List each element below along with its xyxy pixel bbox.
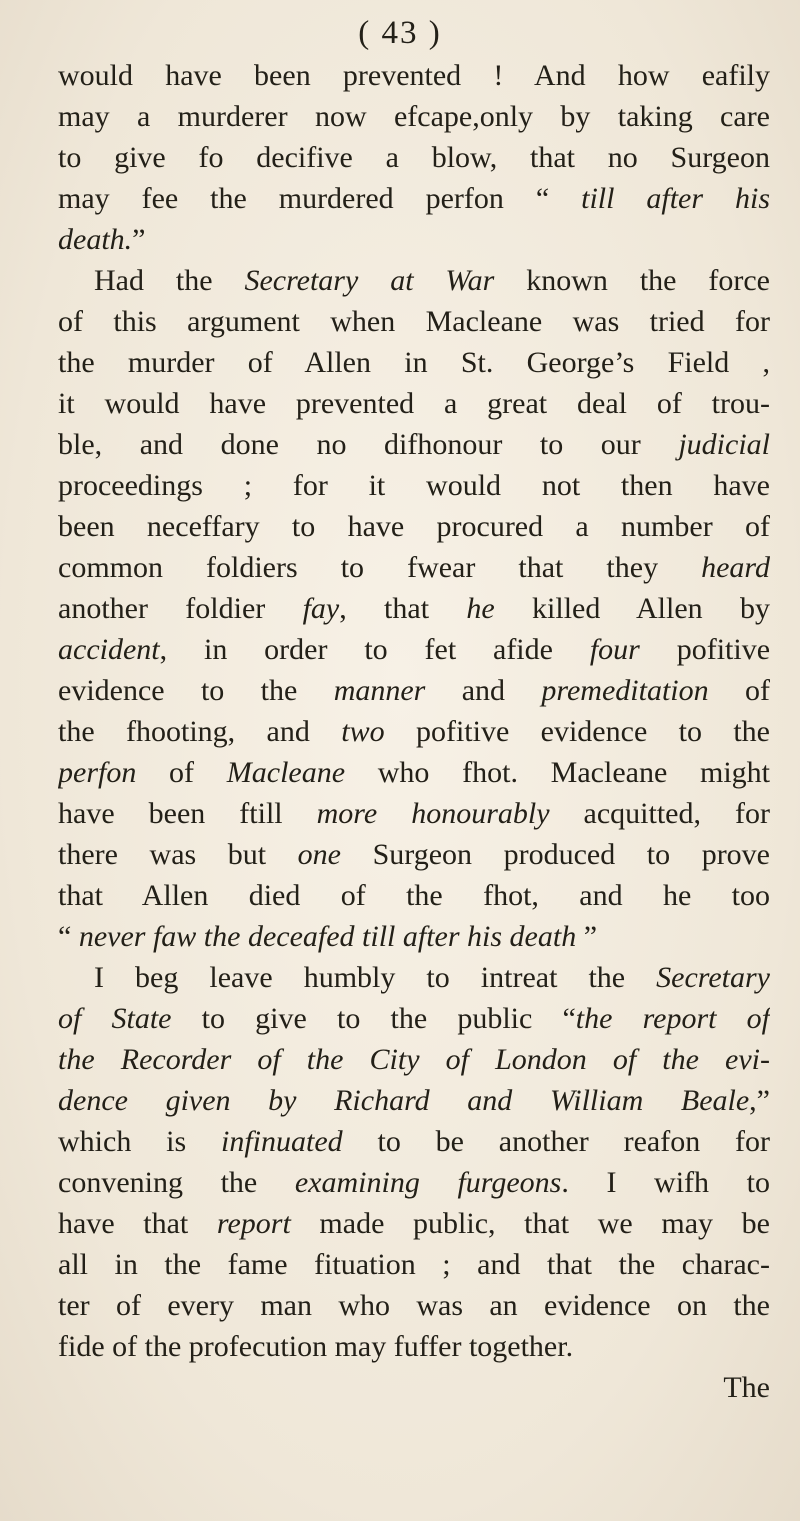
text-segment: pofitive evidence to the bbox=[384, 715, 770, 748]
italic-text: till after his bbox=[581, 182, 770, 215]
text-segment: proceedings ; for it would not then have bbox=[58, 469, 770, 502]
text-line bbox=[58, 752, 770, 793]
text-line bbox=[58, 55, 770, 96]
italic-text: examining furgeons bbox=[294, 1166, 562, 1199]
italic-text: never faw the deceafed till after his death bbox=[78, 920, 577, 953]
text-line bbox=[58, 957, 770, 998]
italic-text: two bbox=[341, 715, 385, 748]
text-segment: there was but bbox=[58, 838, 298, 871]
text-segment: to give fo decifive a blow, that no Surgeon bbox=[58, 141, 770, 174]
text-segment: ” bbox=[132, 223, 146, 256]
text-line bbox=[58, 1039, 770, 1080]
text-line bbox=[58, 711, 770, 752]
italic-text: of State bbox=[58, 1002, 172, 1035]
text-segment: would have been prevented ! And how eafily bbox=[58, 59, 770, 92]
text-segment: Surgeon produced to prove bbox=[341, 838, 770, 871]
text-line bbox=[58, 1162, 770, 1203]
text-line bbox=[58, 383, 770, 424]
text-line bbox=[58, 342, 770, 383]
text-line bbox=[58, 1285, 770, 1326]
text-segment: The bbox=[723, 1371, 770, 1404]
text-line bbox=[58, 219, 770, 260]
italic-text: manner bbox=[333, 674, 426, 707]
page-number-header: ( 43 ) bbox=[358, 15, 442, 51]
text-segment: ble, and done no difhonour to our bbox=[58, 428, 679, 461]
text-segment: the murder of Allen in St. George’s Field , bbox=[58, 346, 770, 379]
text-segment: ,” bbox=[749, 1084, 770, 1117]
text-segment: to give to the public “ bbox=[171, 1002, 576, 1035]
text-line bbox=[58, 834, 770, 875]
italic-text: death. bbox=[58, 223, 133, 256]
text-line bbox=[58, 1326, 770, 1367]
text-line bbox=[58, 547, 770, 588]
text-segment: , that bbox=[339, 592, 467, 625]
text-segment: acquitted, for bbox=[549, 797, 770, 830]
text-line bbox=[58, 1121, 770, 1162]
italic-text: Macleane bbox=[226, 756, 346, 789]
text-line bbox=[58, 260, 770, 301]
text-segment: of bbox=[708, 674, 770, 707]
text-line bbox=[58, 301, 770, 342]
italic-text: Secretary bbox=[656, 961, 770, 994]
text-segment: that Allen died of the fhot, and he too bbox=[58, 879, 770, 912]
italic-text: judicial bbox=[678, 428, 770, 461]
text-segment: fide of the profecution may fuffer together. bbox=[58, 1330, 574, 1363]
text-line bbox=[58, 916, 770, 957]
body-text bbox=[58, 55, 770, 1408]
text-segment: which is bbox=[58, 1125, 221, 1158]
text-segment: I beg leave humbly to intreat the bbox=[94, 961, 657, 994]
text-segment: killed Allen by bbox=[494, 592, 770, 625]
text-segment: ” bbox=[576, 920, 598, 953]
text-line bbox=[58, 465, 770, 506]
italic-text: premeditation bbox=[541, 674, 709, 707]
text-line bbox=[58, 998, 770, 1039]
text-line bbox=[58, 1244, 770, 1285]
text-segment: may a murderer now efcape,only by taking care bbox=[58, 100, 770, 133]
italic-text: one bbox=[297, 838, 341, 871]
text-line bbox=[58, 1367, 770, 1408]
text-line bbox=[58, 96, 770, 137]
italic-text: Secretary at War bbox=[244, 264, 495, 297]
italic-text: accident bbox=[58, 633, 160, 666]
text-segment: . I wifh to bbox=[561, 1166, 770, 1199]
text-segment: pofitive bbox=[639, 633, 770, 666]
italic-text: he bbox=[466, 592, 495, 625]
text-segment: common foldiers to fwear that they bbox=[58, 551, 702, 584]
text-line bbox=[58, 629, 770, 670]
text-segment: Had the bbox=[94, 264, 245, 297]
text-segment: evidence to the bbox=[58, 674, 334, 707]
italic-text: report bbox=[216, 1207, 291, 1240]
text-segment: ter of every man who was an evidence on the bbox=[58, 1289, 770, 1322]
italic-text: the Recorder of the City of London of the evi- bbox=[58, 1043, 770, 1076]
text-line bbox=[58, 588, 770, 629]
text-line bbox=[58, 875, 770, 916]
text-line bbox=[58, 793, 770, 834]
text-line bbox=[58, 178, 770, 219]
text-line bbox=[58, 1203, 770, 1244]
text-line bbox=[58, 424, 770, 465]
text-segment: of bbox=[136, 756, 227, 789]
italic-text: four bbox=[589, 633, 640, 666]
text-line bbox=[58, 1080, 770, 1121]
text-segment: have been ftill bbox=[58, 797, 317, 830]
italic-text: perfon bbox=[58, 756, 137, 789]
text-segment: to be another reafon for bbox=[342, 1125, 770, 1158]
text-segment: convening the bbox=[58, 1166, 295, 1199]
text-line bbox=[58, 670, 770, 711]
text-segment: made public, that we may be bbox=[290, 1207, 770, 1240]
italic-text: heard bbox=[701, 551, 770, 584]
text-segment: the fhooting, and bbox=[58, 715, 342, 748]
italic-text: the report of bbox=[575, 1002, 770, 1035]
text-segment: and bbox=[425, 674, 542, 707]
text-segment: have that bbox=[58, 1207, 217, 1240]
text-segment: known the force bbox=[494, 264, 770, 297]
text-segment: all in the fame fituation ; and that the charac- bbox=[58, 1248, 770, 1281]
text-segment: it would have prevented a great deal of trou- bbox=[58, 387, 770, 420]
text-segment: been neceffary to have procured a number of bbox=[58, 510, 770, 543]
text-line bbox=[58, 506, 770, 547]
text-segment: who fhot. Macleane might bbox=[345, 756, 770, 789]
text-segment: “ bbox=[58, 920, 79, 953]
italic-text: infinuated bbox=[221, 1125, 343, 1158]
italic-text: fay bbox=[302, 592, 340, 625]
text-segment: of this argument when Macleane was tried for bbox=[58, 305, 770, 338]
text-segment: another foldier bbox=[58, 592, 303, 625]
italic-text: more honourably bbox=[316, 797, 550, 830]
italic-text: dence given by Richard and William Beale bbox=[58, 1084, 750, 1117]
text-segment: may fee the murdered perfon “ bbox=[58, 182, 582, 215]
text-segment: , in order to fet afide bbox=[159, 633, 590, 666]
text-line bbox=[58, 137, 770, 178]
